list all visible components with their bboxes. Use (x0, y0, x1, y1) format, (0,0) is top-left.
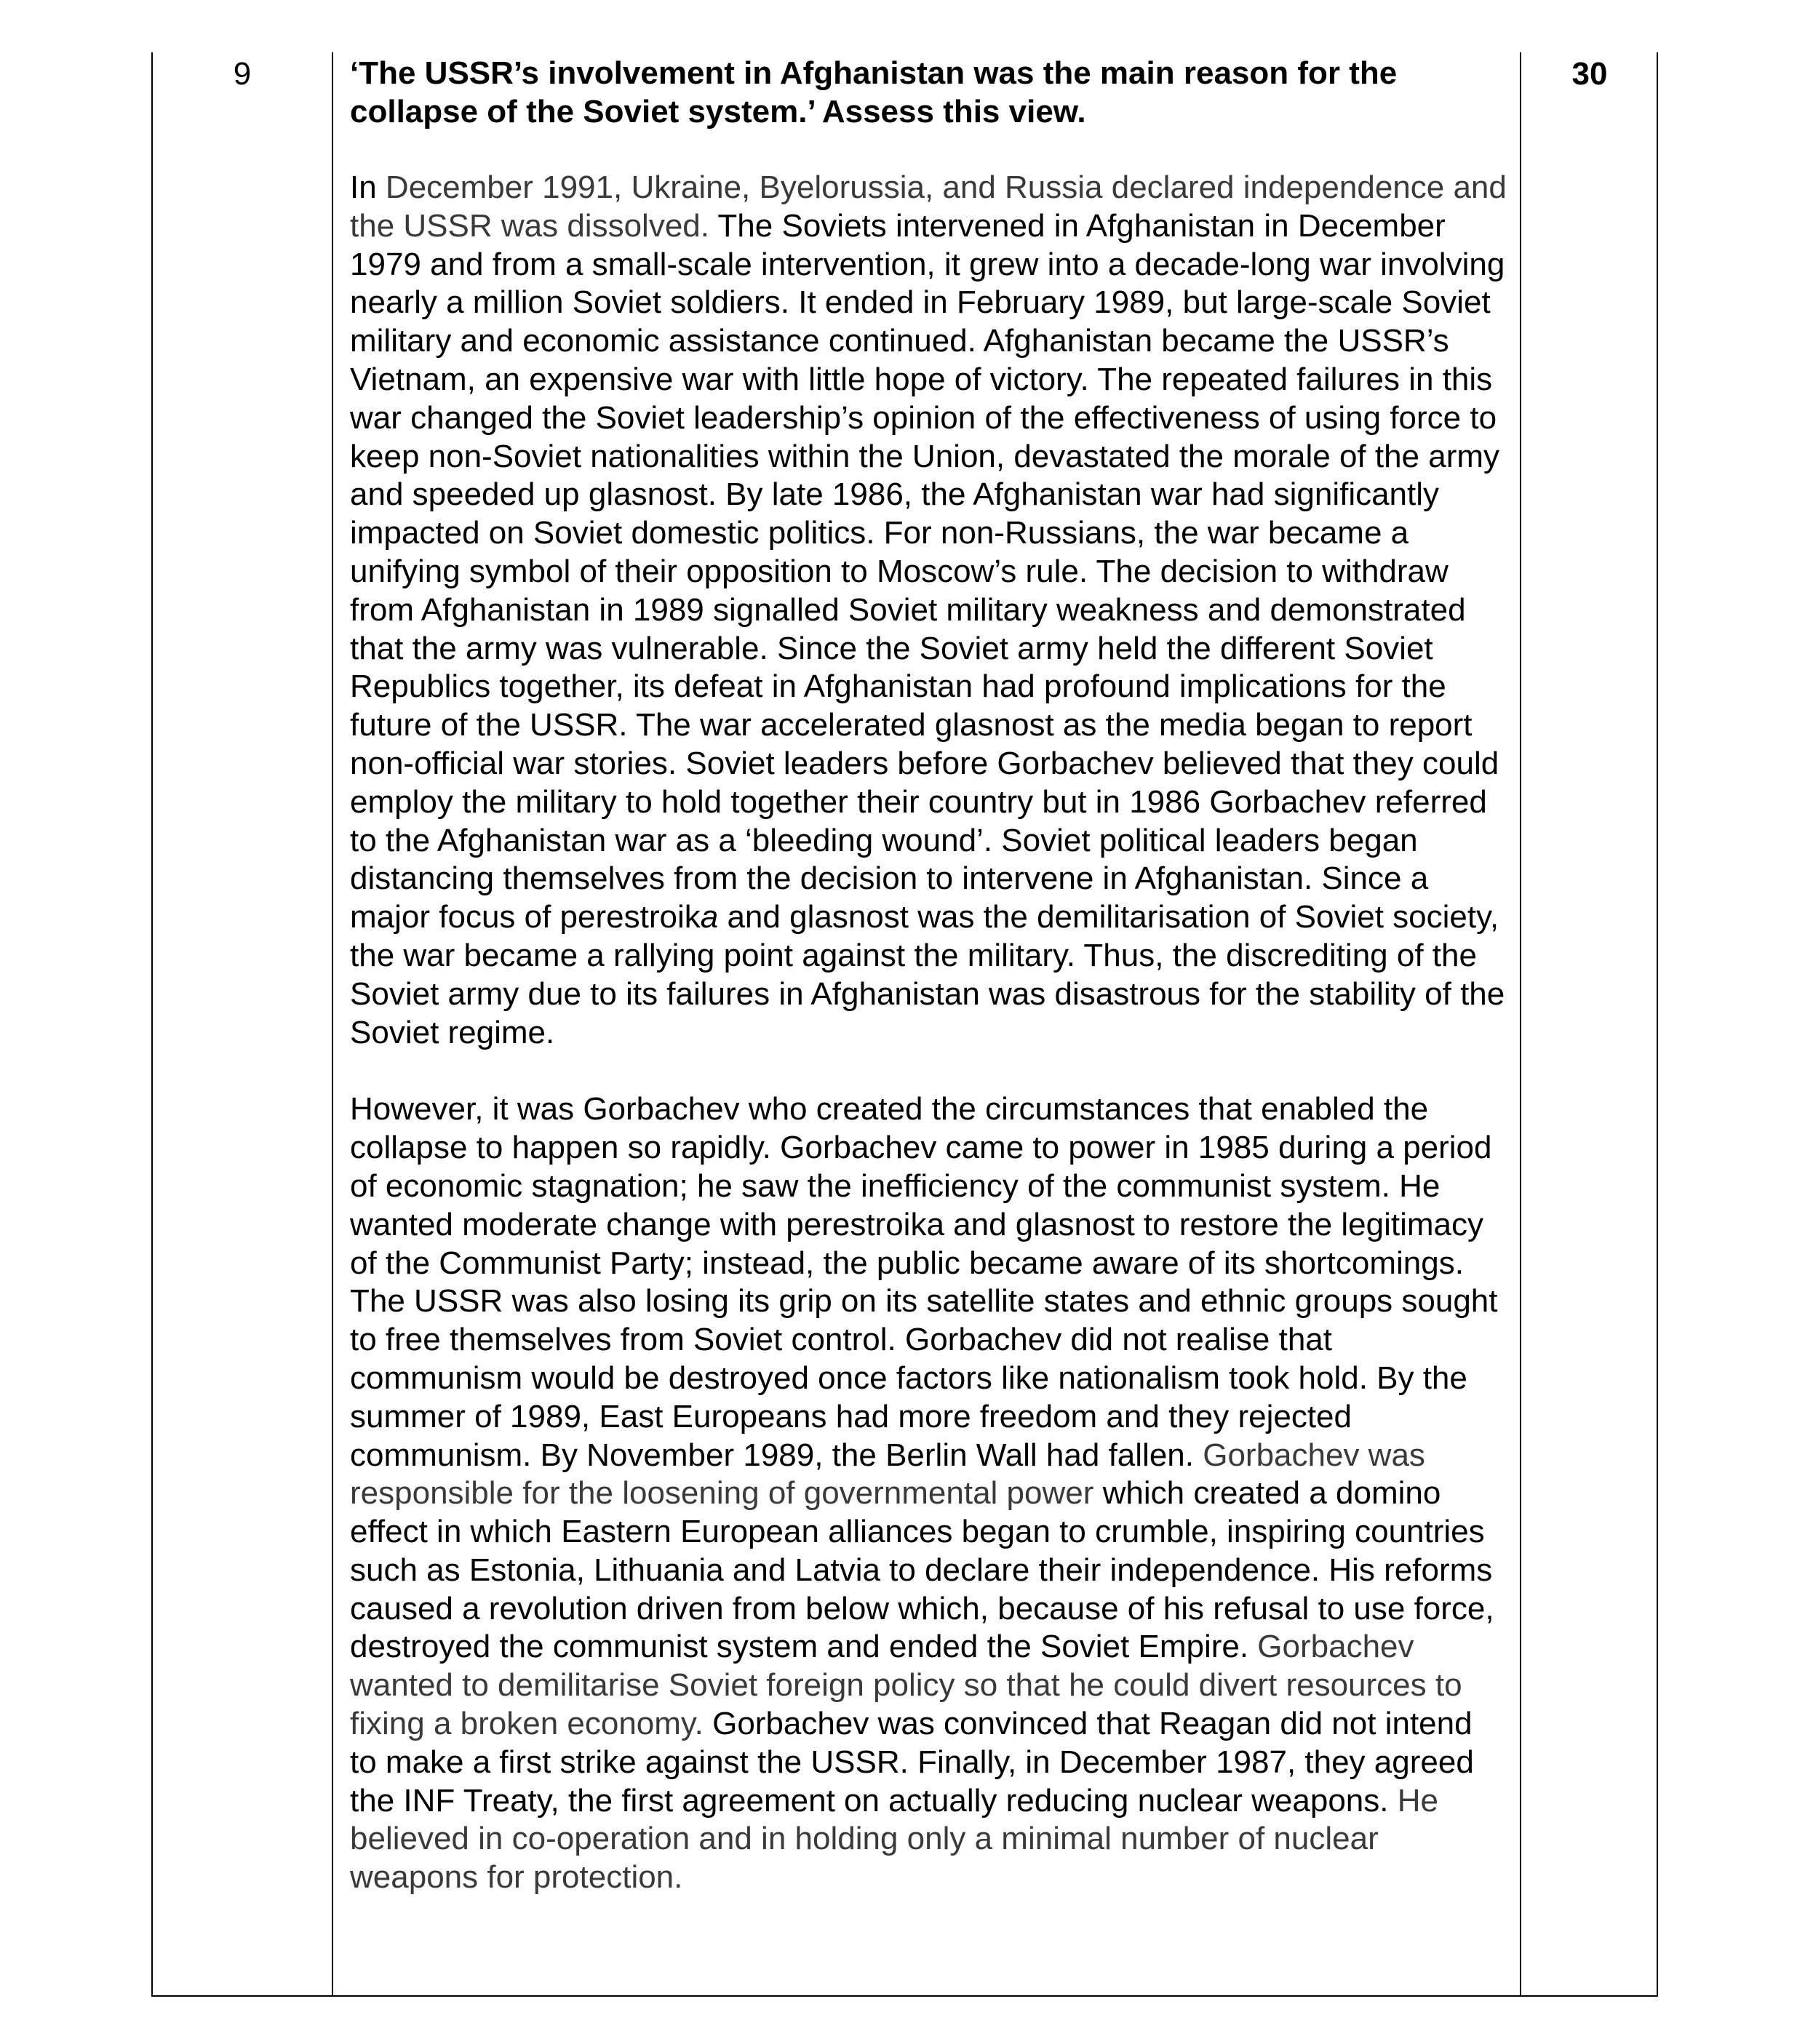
paragraph-text: He believed in co-operation and in holding only a minimal number of nuclear weapons for protection. (350, 1782, 1438, 1896)
paragraph-text: Gorbachev was responsible for the loosening of governmental power (350, 1437, 1425, 1512)
answer-paragraph-1 (350, 169, 1507, 1052)
column-divider (332, 52, 333, 1995)
paragraph-text: Gorbachev wanted to demilitarise Soviet foreign policy so that he could divert resources to fixing a broken economy. (350, 1629, 1462, 1742)
answer-content (350, 52, 1507, 1897)
paragraph-text: December 1991, Ukraine, Byelorussia, and Russia declared independence and the USSR was dissolved. (350, 169, 1507, 244)
column-divider (1520, 52, 1521, 1995)
answer-paragraph-2 (350, 1090, 1507, 1897)
question-text: ‘The USSR’s involvement in Afghanistan was the main reason for the collapse of the Soviet system.’ Assess this view. (350, 55, 1398, 129)
paragraph-text: However, it was Gorbachev who created the circumstances that enabled the collapse to happen so rapidly. Gorbachev came to power in 1985 during a period of economic stagnation; he saw the inefficiency of the communist system. He wanted moderate change with perestroika and glasnost to restore the legitimacy of the Communist Party; instead, the public became aware of its shortcomings. The USSR was also losing its grip on its satellite states and ethnic groups sought to free themselves from Soviet control. Gorbachev did not realise that communism would be destroyed once factors like nationalism took hold. By the summer of 1989, East Europeans had more freedom and they rejected communism. By November 1989, the Berlin Wall had fallen. (350, 1091, 1498, 1473)
question-row (151, 52, 1658, 1997)
paragraph-text: which created a domino effect in which Eastern European alliances began to crumble, inspiring countries such as Estonia, Lithuania and Latvia to declare their independence. His reforms caused a revolution driven from below which, because of his refusal to use force, destroyed the communist system and ended the Soviet Empire. (350, 1475, 1494, 1665)
paragraph-text: The Soviets intervened in Afghanistan in December 1979 and from a small-scale intervention, it grew into a decade-long war involving nearly a million Soviet soldiers. It ended in February 1989, but large-scale Soviet military and economic assistance continued. Afghanistan became the USSR’s Vietnam, an expensive war with little hope of victory. The repeated failures in this war changed the Soviet leadership’s opinion of the effectiveness of using force to keep non-Soviet nationalities within the Union, devastated the morale of the army and speeded up glasnost. By late 1986, the Afghanistan war had significantly impacted on Soviet domestic politics. For non-Russians, the war became a unifying symbol of their opposition to Moscow’s rule. The decision to withdraw from Afghanistan in 1989 signalled Soviet military weakness and demonstrated that the army was vulnerable. Since the Soviet army held the different Soviet Republics together, its defeat in Afghanistan had profound implications for the future of the USSR. The war accelerated glasnost as the media began to report non-official war stories. Soviet leaders before Gorbachev believed that they could employ the military to hold together their country but in 1986 Gorbachev referred to the Afghanistan war as a ‘bleeding wound’. Soviet political leaders began distancing themselves from the decision to intervene in Afghanistan. Since a major focus of perestroik (350, 207, 1505, 935)
question-number: 9 (233, 56, 252, 92)
paragraph-text: and glasnost was the demilitarisation of Soviet society, the war became a rallying point against the military. Thus, the discrediting of the Soviet army due to its failures in Afghanistan was disastrous for the stability of the Soviet regime. (350, 899, 1505, 1050)
paragraph-lead: In (350, 169, 386, 205)
paragraph-text: Gorbachev was convinced that Reagan did not intend to make a first strike against the USSR. Finally, in December 1987, they agreed the INF Treaty, the first agreement on actually reducing nuclear weapons. (350, 1706, 1474, 1819)
italic-text: a (700, 899, 719, 935)
question-marks: 30 (1571, 56, 1608, 92)
